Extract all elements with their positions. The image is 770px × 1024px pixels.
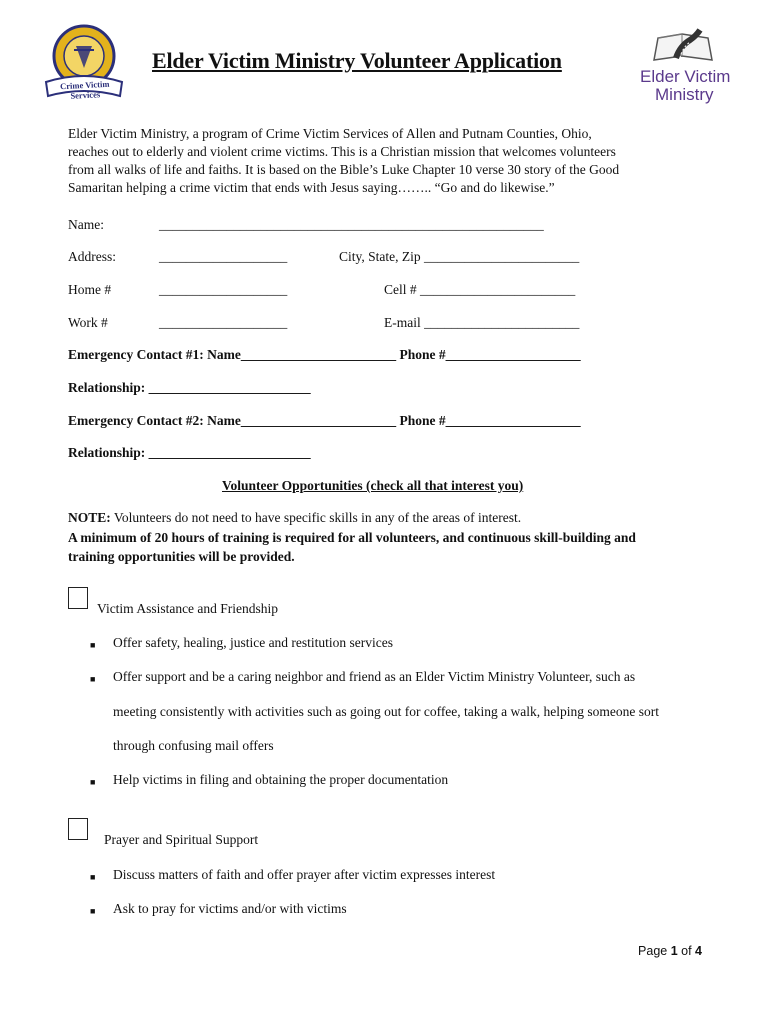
seal-banner-text: Crime Victim Services — [59, 78, 110, 101]
intro-paragraph — [68, 125, 708, 197]
bullet-icon: ■ — [90, 777, 96, 787]
note-label: NOTE: — [68, 510, 111, 525]
email-field[interactable]: E-mail _______________________ — [384, 315, 580, 330]
city-state-zip-field[interactable]: City, State, Zip _______________________ — [339, 249, 580, 264]
bullet-text: Discuss matters of faith and offer prayer after victim expresses interest — [113, 867, 496, 882]
bullet-text-continued: through confusing mail offers — [113, 738, 274, 753]
bullet-text: Offer support and be a caring neighbor and friend as an Elder Victim Ministry Volunteer, such as — [113, 669, 636, 684]
training-requirement-line2: training opportunities will be provided. — [68, 549, 295, 564]
page-title: Elder Victim Ministry Volunteer Application — [152, 48, 562, 73]
emergency-contact-2-field[interactable]: Emergency Contact #2: Name_______________________ Phone #____________________ — [68, 413, 581, 428]
intro-line: Samaritan helping a crime victim that ends with Jesus saying…….. “Go and do likewise.” — [68, 180, 555, 195]
bullet-icon: ■ — [90, 640, 96, 650]
address-field[interactable]: ___________________ — [159, 249, 288, 264]
name-label: Name: — [68, 217, 104, 232]
home-phone-field[interactable]: ___________________ — [159, 282, 288, 297]
bullet-text: Ask to pray for victims and/or with victims — [113, 901, 347, 916]
opportunities-heading: Volunteer Opportunities (check all that interest you) — [222, 478, 524, 493]
bullet-icon: ■ — [90, 872, 96, 882]
home-phone-label: Home # — [68, 282, 112, 297]
page-total: 4 — [695, 944, 702, 958]
emergency-contact-1-field[interactable]: Emergency Contact #1: Name_______________________ Phone #____________________ — [68, 347, 581, 362]
logo-text-line1: Elder Victim — [640, 67, 731, 86]
bullet-icon: ■ — [90, 674, 96, 684]
intro-line: Elder Victim Ministry, a program of Crime Victim Services of Allen and Putnam Counties, Ohio, — [68, 126, 592, 141]
name-field[interactable]: _________________________________________________________ — [159, 217, 544, 232]
cell-phone-field[interactable]: Cell # _______________________ — [384, 282, 576, 297]
relationship-2-field[interactable]: Relationship: ________________________ — [68, 445, 311, 460]
work-phone-label: Work # — [68, 315, 108, 330]
book-road-icon — [650, 26, 710, 64]
address-label: Address: — [68, 249, 116, 264]
prayer-support-label: Prayer and Spiritual Support — [104, 832, 259, 847]
page-number — [638, 944, 702, 958]
bullet-icon: ■ — [90, 906, 96, 916]
note-text: Volunteers do not need to have specific skills in any of the areas of interest. — [110, 510, 522, 525]
work-phone-field[interactable]: ___________________ — [159, 315, 288, 330]
note-line — [68, 509, 521, 527]
bullet-text-continued: meeting consistently with activities such as going out for coffee, taking a walk, helping someone sort — [113, 704, 660, 719]
relationship-1-field[interactable]: Relationship: ________________________ — [68, 380, 311, 395]
prayer-support-checkbox[interactable] — [68, 818, 88, 840]
training-requirement-line1: A minimum of 20 hours of training is required for all volunteers, and continuous skill-building and — [68, 530, 636, 545]
crime-victim-services-seal — [42, 22, 126, 104]
intro-line: reaches out to elderly and violent crime victims. This is a Christian mission that welcomes volunteers — [68, 144, 616, 159]
logo-text-line2: Ministry — [655, 85, 714, 104]
victim-assistance-label: Victim Assistance and Friendship — [97, 601, 279, 616]
bullet-text: Help victims in filing and obtaining the proper documentation — [113, 772, 449, 787]
page-prefix: Page — [638, 944, 671, 958]
intro-line: from all walks of life and faiths. It is based on the Bible’s Luke Chapter 10 verse 30 story of the Good — [68, 162, 620, 177]
page-current: 1 — [670, 944, 678, 958]
bullet-text: Offer safety, healing, justice and restitution services — [113, 635, 394, 650]
page-of: of — [677, 944, 696, 958]
victim-assistance-checkbox[interactable] — [68, 587, 88, 609]
